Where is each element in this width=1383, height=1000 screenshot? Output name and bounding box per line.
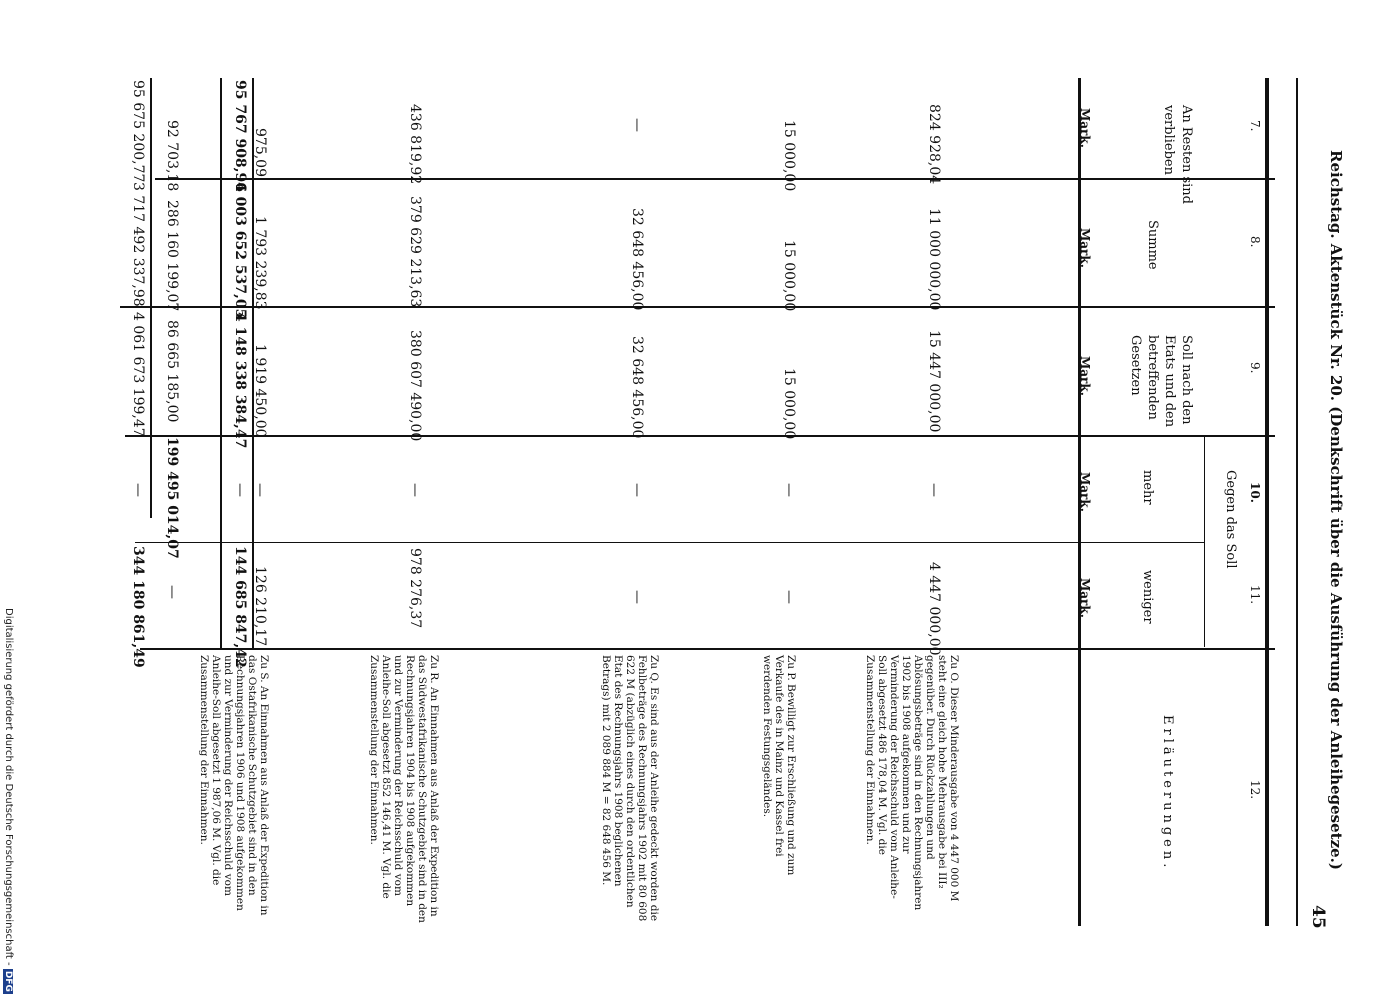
row-q-note: Zu Q. Es sind aus der Anleihe gedeckt worden die Fehlbeträge des Rechnungsjahrs 1902 mit 80 608 622 M (abzüglich eines durch den ordentlichen Etat des Rechnungsjahrs 1908 beglichenen Betrags) mit 2 089 884 M = 82 648 456 M. xyxy=(600,655,660,922)
header-rule-top xyxy=(1296,78,1298,926)
column-number-7: 7. xyxy=(1248,120,1262,132)
totals-rule-3 xyxy=(150,78,152,518)
col-sep-7-8 xyxy=(155,178,1275,180)
row-p-note: Zu P. Bewilligt zur Erschließung und zum Verkaufe des in Mainz und Kassel frei werdenden Festungsgeländes. xyxy=(761,655,797,876)
row-o-col10: — xyxy=(926,483,942,497)
column-header-8: Summe xyxy=(1145,220,1160,270)
row-o-note: Zu O. Dieser Minderausgabe von 4 447 000 M steht eine gleich hohe Mehrausgabe bei III₂ gegenüber. Durch Rückzahlungen und Ablösungsbeträge sind in den Rechnungsjahren 1902 bis 1908 aufgekommen und zur Verminderung der Reichsschuld vom Anleihe-Soll abgesetzt 486 178,04 M. Vgl. die Zusammenstellung der Einnahmen. xyxy=(864,655,960,911)
row-r-col9: 380 607 490,00 xyxy=(407,330,423,442)
totals-rule-2 xyxy=(220,78,222,648)
unit-9: Mark. xyxy=(1078,356,1092,396)
total-1-col7: 95 767 908,96 xyxy=(232,80,248,193)
column-number-10: 10. xyxy=(1248,482,1262,503)
col-sep-10-11 xyxy=(135,542,1205,543)
column-header-7: An Resten sind verblieben xyxy=(1161,105,1194,204)
total-1-col10: — xyxy=(232,483,248,497)
column-header-10: mehr xyxy=(1140,470,1155,505)
row-s-col8: 1 793 239,83 xyxy=(252,216,268,310)
column-header-9: Soll nach den Etats und den betreffenden Gesetzen xyxy=(1128,335,1194,428)
row-q-col8: 32 648 456,00 xyxy=(629,208,645,311)
row-q-col9: 32 648 456,00 xyxy=(629,336,645,439)
total-3-col8: 3 717 492 337,98 xyxy=(130,182,146,307)
row-r-col11: 978 276,37 xyxy=(407,548,423,629)
row-p-col11: — xyxy=(781,590,797,604)
row-p-col10: — xyxy=(781,483,797,497)
row-s-col10: — xyxy=(252,483,268,497)
column-number-11: 11. xyxy=(1248,585,1262,605)
row-r-col10: — xyxy=(407,483,423,497)
total-1-col9: 4 148 338 384,47 xyxy=(232,312,248,449)
row-o-col11: 4 447 000,00 xyxy=(926,562,942,656)
row-s-col11: 126 210,17 xyxy=(252,566,268,647)
column-header-12: Erläuterungen. xyxy=(1160,715,1175,872)
row-p-col7: 15 000,00 xyxy=(781,120,797,192)
column-number-12: 12. xyxy=(1248,780,1262,800)
unit-8: Mark. xyxy=(1078,228,1092,268)
total-3-col11: 344 180 861,49 xyxy=(130,546,146,668)
col-sep-9-10 xyxy=(125,435,1275,437)
column-number-9: 9. xyxy=(1248,362,1262,374)
total-3-col10: — xyxy=(130,483,146,497)
total-2-col11: — xyxy=(164,585,180,599)
row-p-col8: 15 000,00 xyxy=(781,240,797,312)
group-header-against-soll: Gegen das Soll xyxy=(1223,470,1238,569)
unit-10: Mark. xyxy=(1078,472,1092,512)
col-sep-11-12 xyxy=(140,648,1275,650)
row-o-col7: 824 928,04 xyxy=(926,104,942,185)
footer-credit xyxy=(3,608,14,994)
total-2-col8: 286 160 199,07 xyxy=(164,200,180,312)
total-1-col8: 4 003 652 537,05 xyxy=(232,182,248,319)
unit-7: Mark. xyxy=(1078,108,1092,148)
header-rule-double xyxy=(1265,78,1269,926)
row-q-col7: — xyxy=(629,118,645,132)
total-2-col10: 199 495 014,07 xyxy=(164,437,180,559)
total-3-col9: 4 061 673 199,47 xyxy=(130,312,146,437)
total-3-col7: 95 675 200,77 xyxy=(130,80,146,183)
row-s-col9: 1 919 450,00 xyxy=(252,344,268,438)
dfg-logo: DFG xyxy=(3,970,13,992)
total-1-col11: 144 685 847,42 xyxy=(232,546,248,668)
col-sep-8-9 xyxy=(120,306,1275,308)
page-title: Reichstag. Aktenstück Nr. 20. (Denkschrift über die Ausführung der Anleihegesetze.) xyxy=(1327,150,1345,870)
row-p-col9: 15 000,00 xyxy=(781,368,797,440)
total-2-col9: 86 665 185,00 xyxy=(164,320,180,423)
row-q-col11: — xyxy=(629,590,645,604)
row-q-col10: — xyxy=(629,483,645,497)
row-s-col7: 975,09 xyxy=(252,128,268,177)
row-o-col8: 11 000 000,00 xyxy=(926,208,942,311)
column-header-11: weniger xyxy=(1140,570,1155,624)
total-2-col7: 92 703,18 xyxy=(164,120,180,192)
page-number: 45 xyxy=(1308,905,1328,929)
row-s-note: Zu S. An Einnahmen aus Anlaß der Expedition in das Ostafrikanische Schutzgebiet sind in den Rechnungsjahren 1906 und 1908 aufgekommen und zur Verminderung der Reichsschuld vom Anleihe-Soll abgesetzt 1 987,06 M. Vgl. die Zusammenstellung der Einnahmen. xyxy=(198,655,270,916)
row-r-col7: 436 819,92 xyxy=(407,104,423,185)
row-r-col8: 379 629 213,63 xyxy=(407,196,423,308)
footer-text: Digitalisierung gefördert durch die Deutsche Forschungsgemeinschaft - xyxy=(3,608,14,966)
column-number-8: 8. xyxy=(1248,236,1262,248)
row-o-col9: 15 447 000,00 xyxy=(926,330,942,433)
row-r-note: Zu R. An Einnahmen aus Anlaß der Expedition in das Südwestafrikanische Schutzgebiet sind in den Rechnungsjahren 1904 bis 1908 aufgekommen und zur Verminderung der Reichsschuld vom Anleihe-Soll abgesetzt 852 146,41 M. Vgl. die Zusammenstellung der Einnahmen. xyxy=(368,655,440,923)
unit-11: Mark. xyxy=(1078,578,1092,618)
